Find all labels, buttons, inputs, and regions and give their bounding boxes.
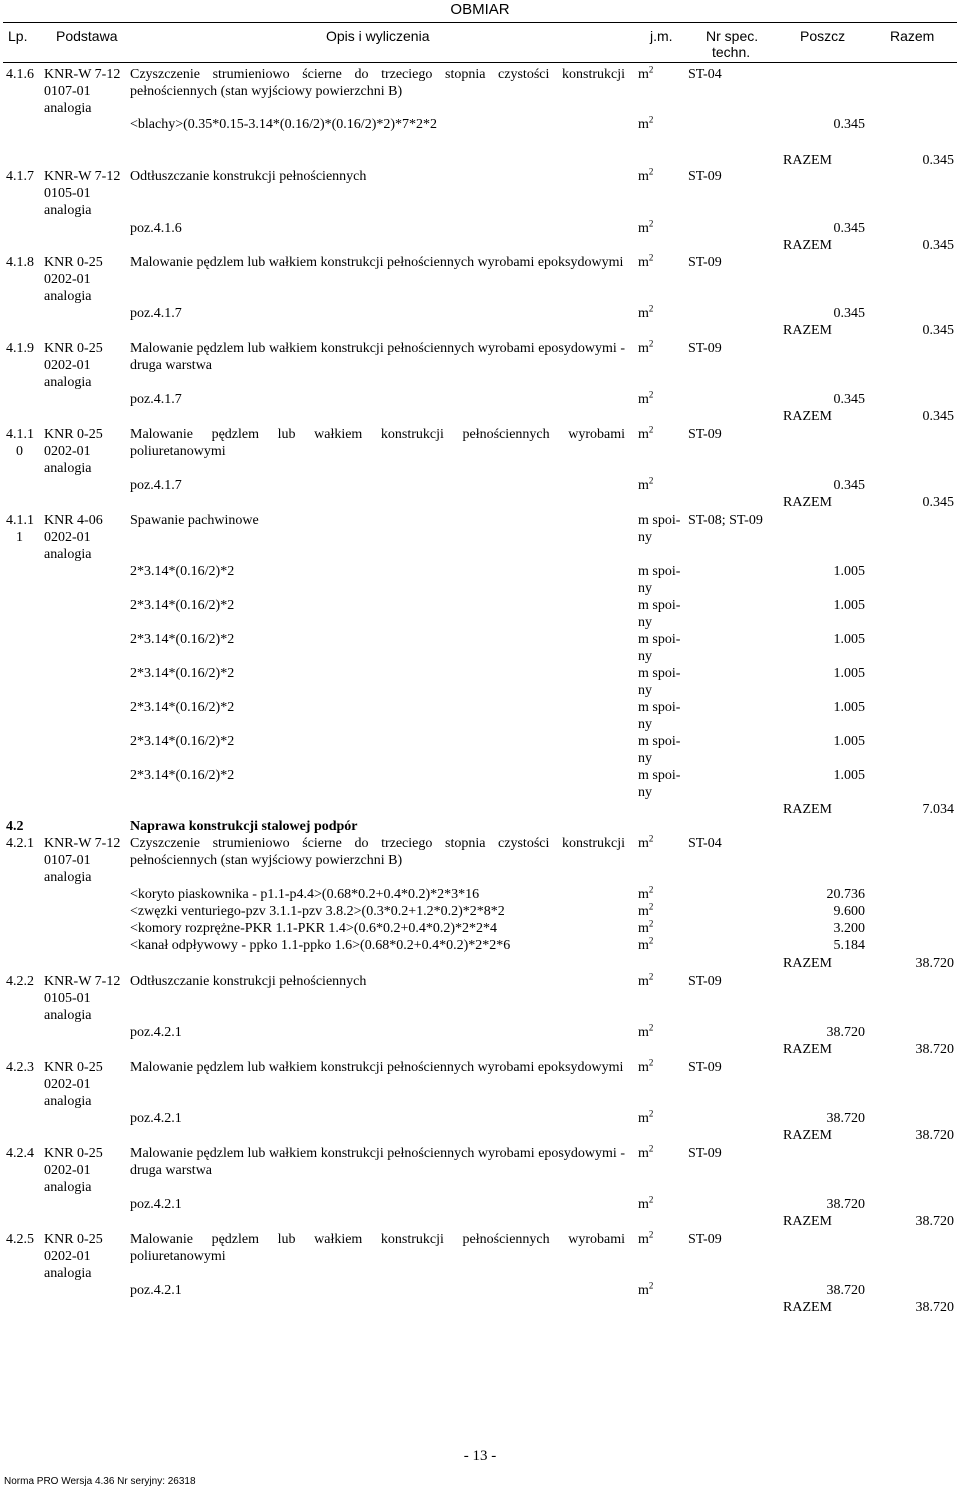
item-podstawa-code: 0105-01 [44, 186, 91, 201]
razem-value: 0.345 [922, 238, 954, 253]
razem-value: 38.720 [915, 1042, 954, 1057]
item-analogia: analogia [44, 870, 92, 885]
calc-unit: $m^2$ [638, 884, 654, 902]
item-lp: 4.1.1 [6, 427, 34, 442]
calc-value: 0.345 [833, 478, 865, 493]
razem-value: 38.720 [915, 1128, 954, 1143]
item-analogia: analogia [44, 289, 92, 304]
item-spec: ST-09 [688, 1232, 722, 1247]
item-podstawa-code: 0202-01 [44, 272, 91, 287]
razem-label: RAZEM [783, 1214, 832, 1229]
item-unit: $m^2$ [638, 252, 654, 270]
item-podstawa: KNR 0-25 [44, 1060, 103, 1075]
calc-unit-2: ny [638, 683, 652, 698]
item-description: Malowanie pędzlem lub wałkiem konstrukcji pełnościennych wyrobami eposydowymi - druga warstwa [130, 341, 625, 373]
razem-value: 0.345 [922, 495, 954, 510]
calc-unit: $m^2$ [638, 114, 654, 132]
calc-line: poz.4.2.1 [130, 1111, 182, 1126]
calc-value: 5.184 [833, 938, 865, 953]
calc-value: 1.005 [833, 768, 865, 783]
item-lp: 4.1.7 [6, 169, 34, 184]
item-spec: ST-09 [688, 255, 722, 270]
item-podstawa: KNR-W 7-12 [44, 974, 121, 989]
item-podstawa-code: 0202-01 [44, 1077, 91, 1092]
calc-value: 38.720 [826, 1197, 865, 1212]
calc-unit-2: ny [638, 751, 652, 766]
calc-line: <koryto piaskownika - p1.1-p4.4>(0.68*0.2+0.4*0.2)*2*3*16 [130, 887, 480, 902]
calc-unit: $m^2$ [638, 1108, 654, 1126]
razem-label: RAZEM [783, 956, 832, 971]
calc-unit-2: ny [638, 581, 652, 596]
item-podstawa-code: 0107-01 [44, 853, 91, 868]
razem-label: RAZEM [783, 1300, 832, 1315]
item-unit: $m^2$ [638, 833, 654, 851]
item-spec: ST-09 [688, 1060, 722, 1075]
software-version: Norma PRO Wersja 4.36 Nr seryjny: 26318 [4, 1476, 196, 1487]
item-podstawa: KNR 0-25 [44, 1146, 103, 1161]
calc-line: 2*3.14*(0.16/2)*2 [130, 666, 235, 681]
item-spec: ST-04 [688, 836, 722, 851]
calc-line: poz.4.2.1 [130, 1025, 182, 1040]
item-description: Czyszczenie strumieniowo ścierne do trzeciego stopnia czystości konstrukcji pełnościennych (stan wyjściowy powierzchni B) [130, 67, 625, 99]
calc-line: <zwęzki venturiego-pzv 3.1.1-pzv 3.8.2>(0.3*0.2+1.2*0.2)*2*8*2 [130, 904, 505, 919]
item-analogia: analogia [44, 1094, 92, 1109]
calc-line: 2*3.14*(0.16/2)*2 [130, 598, 235, 613]
calc-unit: m spoi- [638, 700, 681, 715]
item-description: Malowanie pędzlem lub wałkiem konstrukcji pełnościennych wyrobami poliuretanowymi [130, 427, 625, 459]
calc-unit: $m^2$ [638, 475, 654, 493]
item-podstawa: KNR 0-25 [44, 341, 103, 356]
item-lp: 4.1.8 [6, 255, 34, 270]
calc-value: 0.345 [833, 117, 865, 132]
calc-unit: m spoi- [638, 666, 681, 681]
item-description: Malowanie pędzlem lub wałkiem konstrukcji pełnościennych wyrobami epoksydowymi [130, 255, 624, 270]
calc-unit-2: ny [638, 717, 652, 732]
item-podstawa-code: 0202-01 [44, 358, 91, 373]
calc-unit: m spoi- [638, 768, 681, 783]
item-lp: 4.2.4 [6, 1146, 34, 1161]
item-description: Odtłuszczanie konstrukcji pełnościennych [130, 974, 367, 989]
header-nr-spec: Nr spec. [706, 28, 759, 44]
item-lp-suffix: 1 [16, 530, 23, 545]
item-unit: $m^2$ [638, 971, 654, 989]
item-unit: $m^2$ [638, 64, 654, 82]
calc-unit: $m^2$ [638, 218, 654, 236]
item-description: Malowanie pędzlem lub wałkiem konstrukcji pełnościennych wyrobami eposydowymi - druga warstwa [130, 1146, 625, 1178]
razem-label: RAZEM [783, 1128, 832, 1143]
calc-value: 38.720 [826, 1111, 865, 1126]
item-podstawa-code: 0105-01 [44, 991, 91, 1006]
calc-line: poz.4.2.1 [130, 1283, 182, 1298]
table-header [0, 22, 960, 60]
razem-label: RAZEM [783, 495, 832, 510]
calc-unit-2: ny [638, 615, 652, 630]
header-podstawa: Podstawa [56, 28, 118, 44]
calc-line: poz.4.2.1 [130, 1197, 182, 1212]
item-unit: $m^2$ [638, 424, 654, 442]
razem-label: RAZEM [783, 323, 832, 338]
item-spec: ST-09 [688, 427, 722, 442]
item-analogia: analogia [44, 375, 92, 390]
item-unit: m spoi- [638, 513, 681, 528]
calc-line: <blachy>(0.35*0.15-3.14*(0.16/2)*(0.16/2)*2)*7*2*2 [130, 117, 438, 132]
calc-value: 38.720 [826, 1283, 865, 1298]
item-lp: 4.2.3 [6, 1060, 34, 1075]
calc-value: 9.600 [833, 904, 865, 919]
razem-label: RAZEM [783, 409, 832, 424]
calc-unit: m spoi- [638, 564, 681, 579]
calc-line: 2*3.14*(0.16/2)*2 [130, 632, 235, 647]
item-unit: $m^2$ [638, 1057, 654, 1075]
item-unit: $m^2$ [638, 1143, 654, 1161]
item-podstawa-code: 0202-01 [44, 444, 91, 459]
item-spec: ST-09 [688, 169, 722, 184]
calc-unit: m spoi- [638, 598, 681, 613]
item-analogia: analogia [44, 1266, 92, 1281]
section-title: Naprawa konstrukcji stalowej podpór [130, 819, 358, 834]
item-podstawa: KNR-W 7-12 [44, 67, 121, 82]
item-unit: $m^2$ [638, 1229, 654, 1247]
item-description: Malowanie pędzlem lub wałkiem konstrukcji pełnościennych wyrobami poliuretanowymi [130, 1232, 625, 1264]
item-spec: ST-08; ST-09 [688, 513, 763, 528]
item-lp: 4.1.1 [6, 513, 34, 528]
razem-label: RAZEM [783, 153, 832, 168]
calc-value: 1.005 [833, 734, 865, 749]
section-lp: 4.2 [6, 819, 24, 834]
item-lp: 4.1.6 [6, 67, 34, 82]
item-analogia: analogia [44, 1008, 92, 1023]
page-number: - 13 - [463, 1448, 497, 1464]
calc-unit-2: ny [638, 785, 652, 800]
calc-unit: $m^2$ [638, 1194, 654, 1212]
item-analogia: analogia [44, 203, 92, 218]
item-lp: 4.2.1 [6, 836, 34, 851]
calc-line: 2*3.14*(0.16/2)*2 [130, 700, 235, 715]
razem-label: RAZEM [783, 238, 832, 253]
header-bottom-rule [3, 62, 957, 63]
razem-value: 38.720 [915, 956, 954, 971]
item-analogia: analogia [44, 101, 92, 116]
item-description: Odtłuszczanie konstrukcji pełnościennych [130, 169, 367, 184]
item-podstawa-code: 0202-01 [44, 1249, 91, 1264]
calc-value: 1.005 [833, 666, 865, 681]
razem-label: RAZEM [783, 802, 832, 817]
item-lp: 4.2.5 [6, 1232, 34, 1247]
calc-value: 0.345 [833, 306, 865, 321]
page-title: OBMIAR [450, 1, 510, 18]
calc-value: 20.736 [826, 887, 865, 902]
header-jm: j.m. [650, 28, 673, 44]
calc-unit: $m^2$ [638, 901, 654, 919]
item-lp-suffix: 0 [16, 444, 23, 459]
calc-line: <komory rozprężne-PKR 1.1-PKR 1.4>(0.6*0.2+0.4*0.2)*2*2*4 [130, 921, 498, 936]
calc-unit: m spoi- [638, 734, 681, 749]
razem-value: 7.034 [922, 802, 954, 817]
item-podstawa: KNR 4-06 [44, 513, 103, 528]
header-razem: Razem [890, 28, 935, 44]
calc-line: poz.4.1.6 [130, 221, 182, 236]
razem-value: 0.345 [922, 409, 954, 424]
item-podstawa: KNR 0-25 [44, 255, 103, 270]
calc-line: 2*3.14*(0.16/2)*2 [130, 768, 235, 783]
calc-value: 3.200 [833, 921, 865, 936]
item-podstawa-code: 0107-01 [44, 84, 91, 99]
item-podstawa-code: 0202-01 [44, 530, 91, 545]
item-podstawa: KNR 0-25 [44, 427, 103, 442]
razem-value: 0.345 [922, 153, 954, 168]
calc-line: poz.4.1.7 [130, 478, 182, 493]
item-analogia: analogia [44, 461, 92, 476]
razem-value: 38.720 [915, 1214, 954, 1229]
calc-unit: m spoi- [638, 632, 681, 647]
calc-unit: $m^2$ [638, 918, 654, 936]
calc-value: 1.005 [833, 598, 865, 613]
header-opis: Opis i wyliczenia [326, 28, 430, 44]
calc-unit: $m^2$ [638, 935, 654, 953]
razem-label: RAZEM [783, 1042, 832, 1057]
header-poszcz: Poszcz [800, 28, 846, 44]
calc-unit: $m^2$ [638, 389, 654, 407]
calc-line: 2*3.14*(0.16/2)*2 [130, 564, 235, 579]
razem-value: 0.345 [922, 323, 954, 338]
item-unit: $m^2$ [638, 338, 654, 356]
item-podstawa: KNR 0-25 [44, 1232, 103, 1247]
item-spec: ST-09 [688, 974, 722, 989]
calc-line: poz.4.1.7 [130, 392, 182, 407]
item-description: Czyszczenie strumieniowo ścierne do trzeciego stopnia czystości konstrukcji pełnościennych (stan wyjściowy powierzchni B) [130, 836, 625, 868]
item-spec: ST-09 [688, 1146, 722, 1161]
item-lp: 4.1.9 [6, 341, 34, 356]
item-unit: $m^2$ [638, 166, 654, 184]
calc-unit: $m^2$ [638, 1022, 654, 1040]
item-analogia: analogia [44, 547, 92, 562]
calc-unit-2: ny [638, 649, 652, 664]
item-podstawa-code: 0202-01 [44, 1163, 91, 1178]
calc-value: 38.720 [826, 1025, 865, 1040]
calc-line: <kanał odpływowy - ppko 1.1-ppko 1.6>(0.68*0.2+0.4*0.2)*2*2*6 [130, 938, 511, 953]
header-nr-spec-2: techn. [712, 44, 751, 60]
item-lp: 4.2.2 [6, 974, 34, 989]
item-spec: ST-09 [688, 341, 722, 356]
item-description: Spawanie pachwinowe [130, 513, 259, 528]
item-podstawa: KNR-W 7-12 [44, 169, 121, 184]
razem-value: 38.720 [915, 1300, 954, 1315]
item-unit-2: ny [638, 530, 652, 545]
item-description: Malowanie pędzlem lub wałkiem konstrukcji pełnościennych wyrobami epoksydowymi [130, 1060, 624, 1075]
calc-unit: $m^2$ [638, 303, 654, 321]
calc-value: 0.345 [833, 221, 865, 236]
item-analogia: analogia [44, 1180, 92, 1195]
calc-line: 2*3.14*(0.16/2)*2 [130, 734, 235, 749]
calc-value: 1.005 [833, 632, 865, 647]
header-lp: Lp. [8, 28, 28, 44]
calc-value: 1.005 [833, 564, 865, 579]
item-spec: ST-04 [688, 67, 722, 82]
calc-unit: $m^2$ [638, 1280, 654, 1298]
calc-value: 0.345 [833, 392, 865, 407]
calc-line: poz.4.1.7 [130, 306, 182, 321]
item-podstawa: KNR-W 7-12 [44, 836, 121, 851]
calc-value: 1.005 [833, 700, 865, 715]
